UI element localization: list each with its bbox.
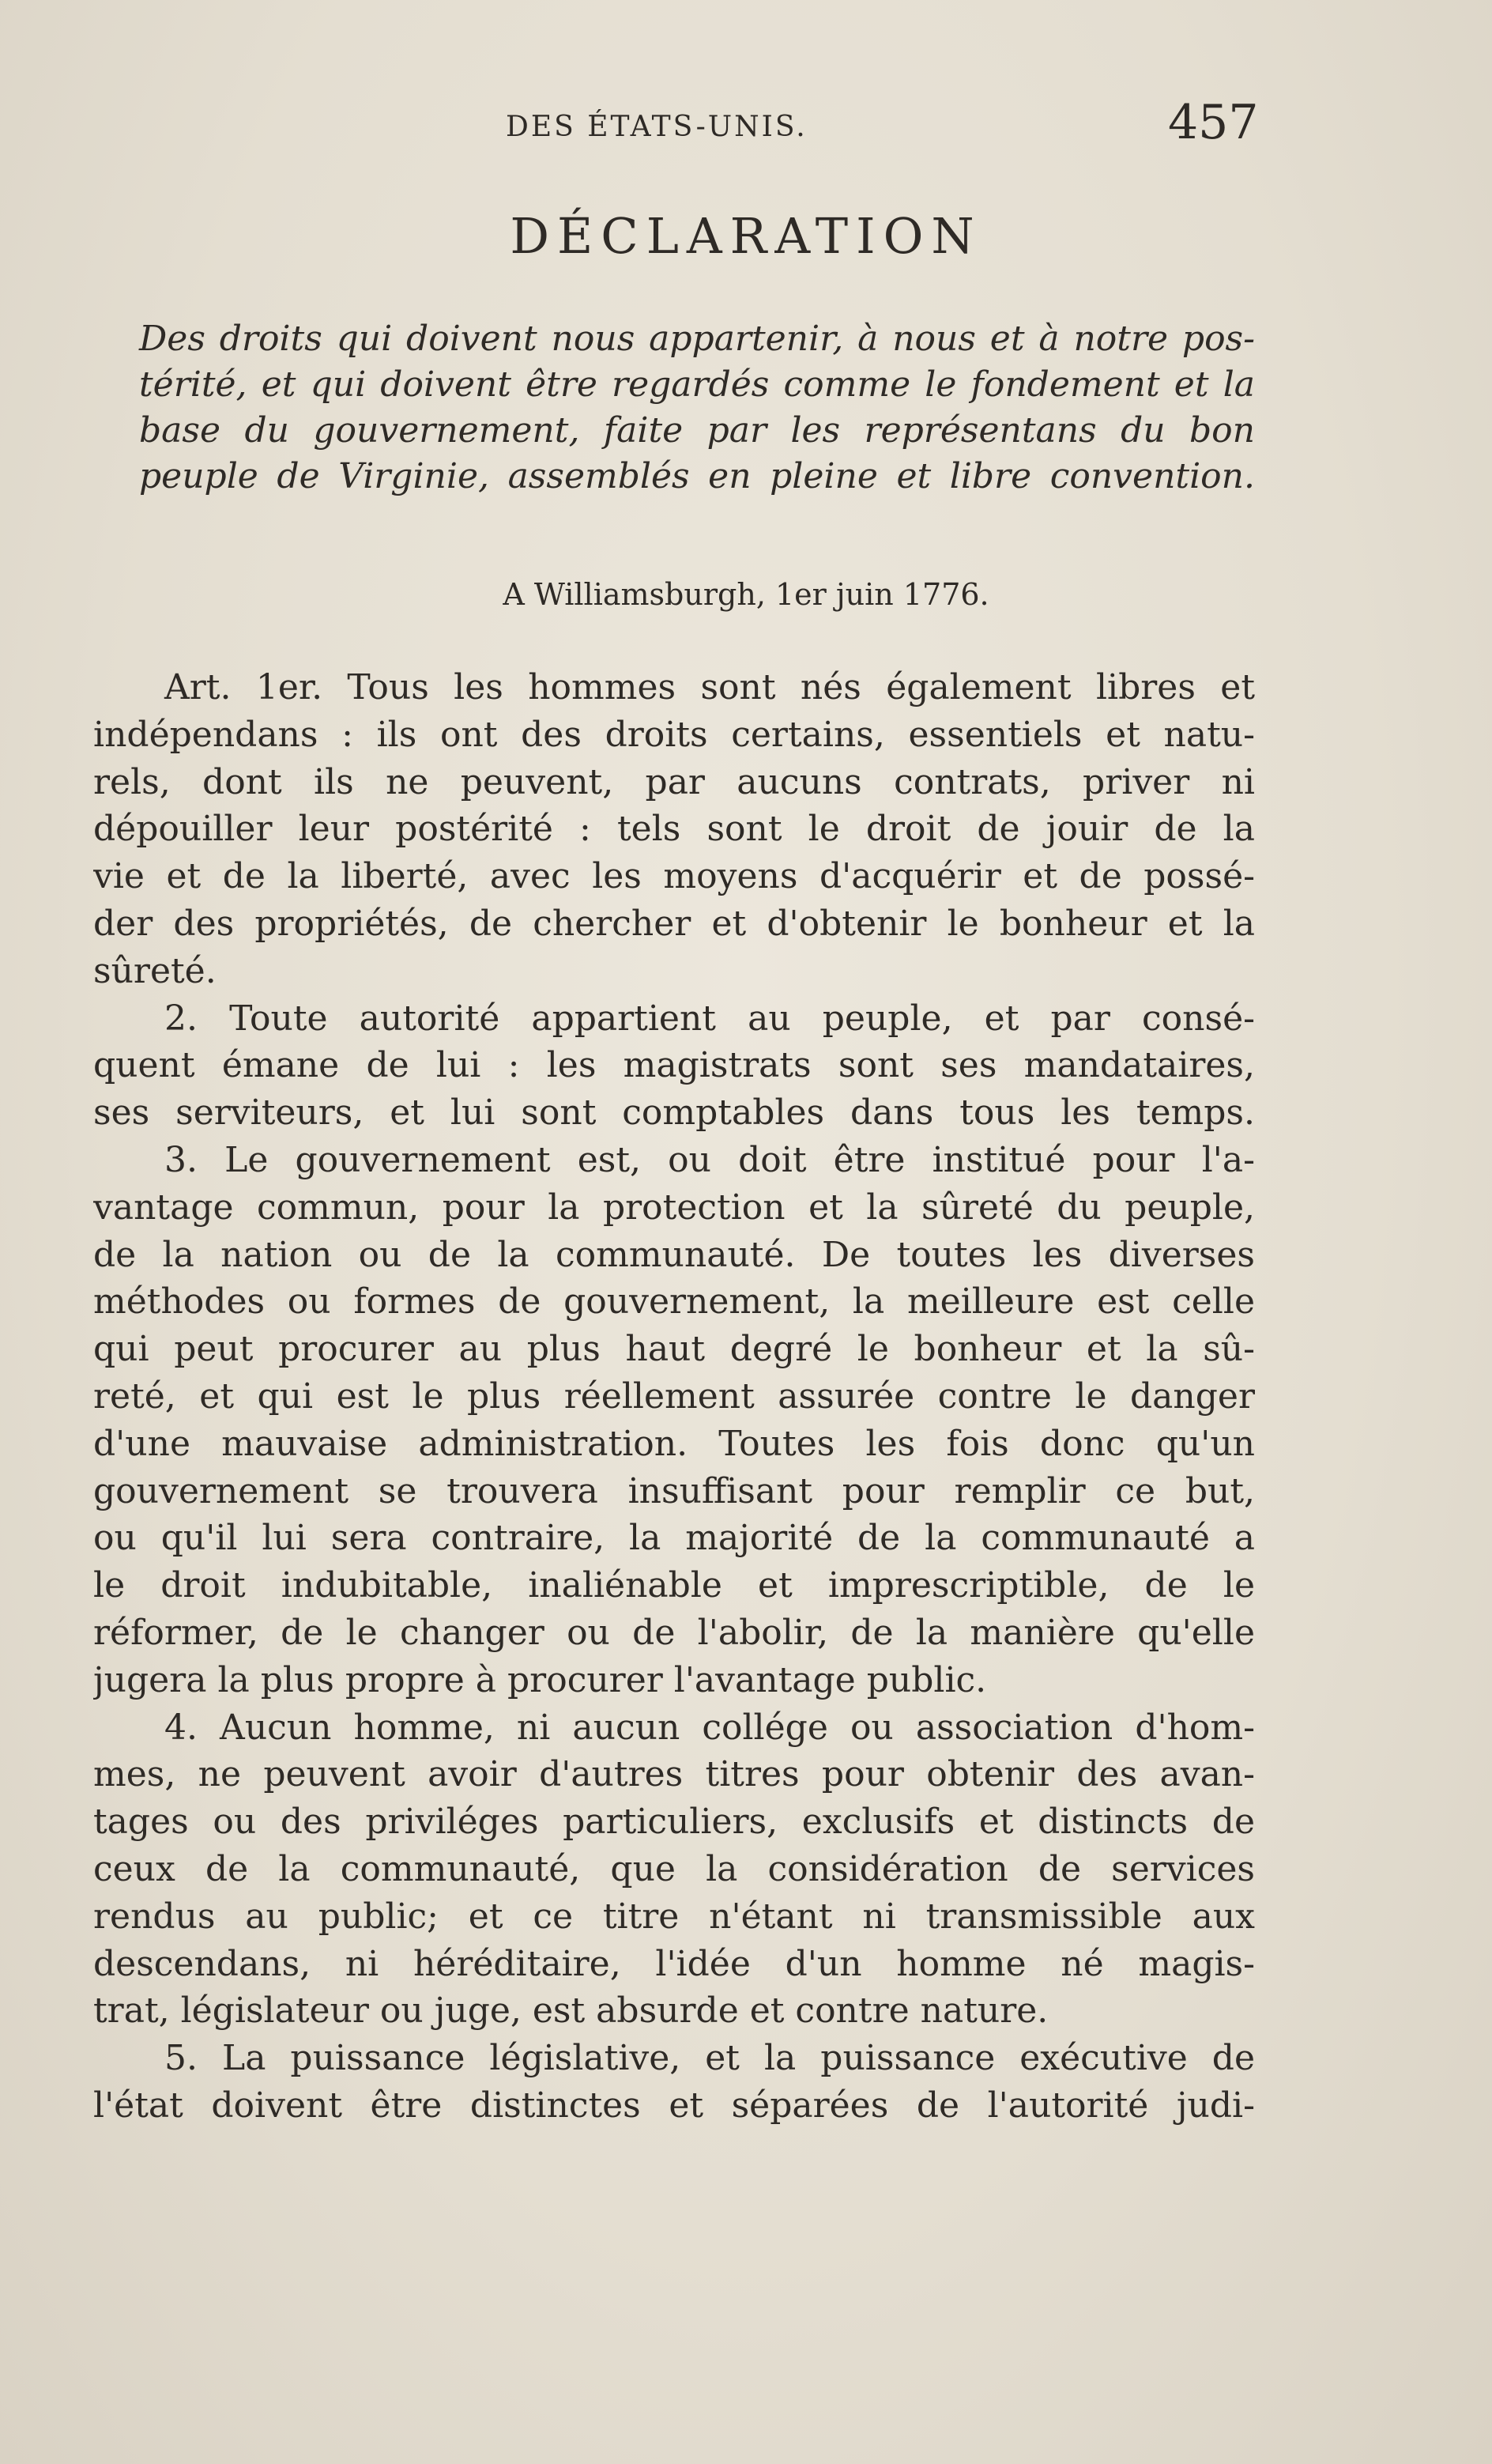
body-line: 4. Aucun homme, ni aucun collége ou association d'hom- — [164, 1707, 1255, 1748]
body-line: méthodes ou formes de gouvernement, la meilleure est celle — [93, 1281, 1255, 1323]
body-line: tages ou des priviléges particuliers, exclusifs et distincts de — [93, 1802, 1255, 1843]
body-line: der des propriétés, de chercher et d'obtenir le bonheur et la — [93, 903, 1255, 944]
running-head: DES ÉTATS-UNIS. — [506, 111, 808, 143]
body-line: l'état doivent être distinctes et séparées de l'autorité judi- — [93, 2085, 1255, 2126]
subtitle-line: peuple de Virginie, assemblés en pleine et libre convention. — [139, 456, 1255, 496]
body-line: ceux de la communauté, que la considération de services — [93, 1848, 1255, 1889]
body-line: ou qu'il lui sera contraire, la majorité de la communauté a — [93, 1518, 1255, 1559]
body-line: d'une mauvaise administration. Toutes les fois donc qu'un — [93, 1423, 1255, 1464]
body-line: jugera la plus propre à procurer l'avantage public. — [93, 1659, 987, 1700]
body-line: le droit indubitable, inaliénable et imprescriptible, de le — [93, 1565, 1255, 1606]
body-line: 5. La puissance législative, et la puissance exécutive de — [164, 2038, 1255, 2079]
declaration-subtitle — [139, 316, 1255, 500]
body-line: sûreté. — [93, 950, 217, 991]
body-line: ses serviteurs, et lui sont comptables dans tous les temps. — [93, 1092, 1255, 1134]
body-line: quent émane de lui : les magistrats sont ses mandataires, — [93, 1045, 1255, 1086]
body-line: trat, législateur ou juge, est absurde et contre nature. — [93, 1990, 1049, 2032]
body-line: indépendans : ils ont des droits certains, essentiels et natu- — [93, 714, 1255, 755]
page-number: 457 — [1168, 95, 1259, 150]
body-line: 3. Le gouvernement est, ou doit être institué pour l'a- — [164, 1139, 1255, 1180]
body-line: mes, ne peuvent avoir d'autres titres pour obtenir des avan- — [93, 1754, 1255, 1795]
subtitle-line: base du gouvernement, faite par les représentans du bon — [139, 410, 1255, 451]
body-line: vantage commun, pour la protection et la sûreté du peuple, — [93, 1187, 1255, 1228]
body-line: Art. 1er. Tous les hommes sont nés également libres et — [164, 667, 1255, 708]
body-line: gouvernement se trouvera insuffisant pour remplir ce but, — [93, 1470, 1255, 1511]
body-line: reté, et qui est le plus réellement assurée contre le danger — [93, 1375, 1255, 1417]
body-line: dépouiller leur postérité : tels sont le droit de jouir de la — [93, 809, 1255, 850]
subtitle-line: Des droits qui doivent nous appartenir, à nous et à notre pos- — [139, 319, 1255, 359]
body-line: rendus au public; et ce titre n'étant ni transmissible aux — [93, 1896, 1255, 1937]
dateline: A Williamsburgh, 1er juin 1776. — [503, 577, 989, 612]
body-line: qui peut procurer au plus haut degré le bonheur et la sû- — [93, 1329, 1255, 1370]
declaration-title: DÉCLARATION — [510, 207, 982, 265]
body-line: rels, dont ils ne peuvent, par aucuns contrats, priver ni — [93, 761, 1255, 802]
body-line: de la nation ou de la communauté. De toutes les diverses — [93, 1234, 1255, 1275]
subtitle-line: térité, et qui doivent être regardés comme le fondement et la — [139, 364, 1255, 405]
body-text — [93, 664, 1255, 2130]
body-line: 2. Toute autorité appartient au peuple, et par consé- — [164, 998, 1255, 1039]
body-line: réformer, de le changer ou de l'abolir, de la manière qu'elle — [93, 1612, 1255, 1653]
body-line: vie et de la liberté, avec les moyens d'acquérir et de possé- — [93, 856, 1255, 897]
body-line: descendans, ni héréditaire, l'idée d'un homme né magis- — [93, 1943, 1255, 1984]
